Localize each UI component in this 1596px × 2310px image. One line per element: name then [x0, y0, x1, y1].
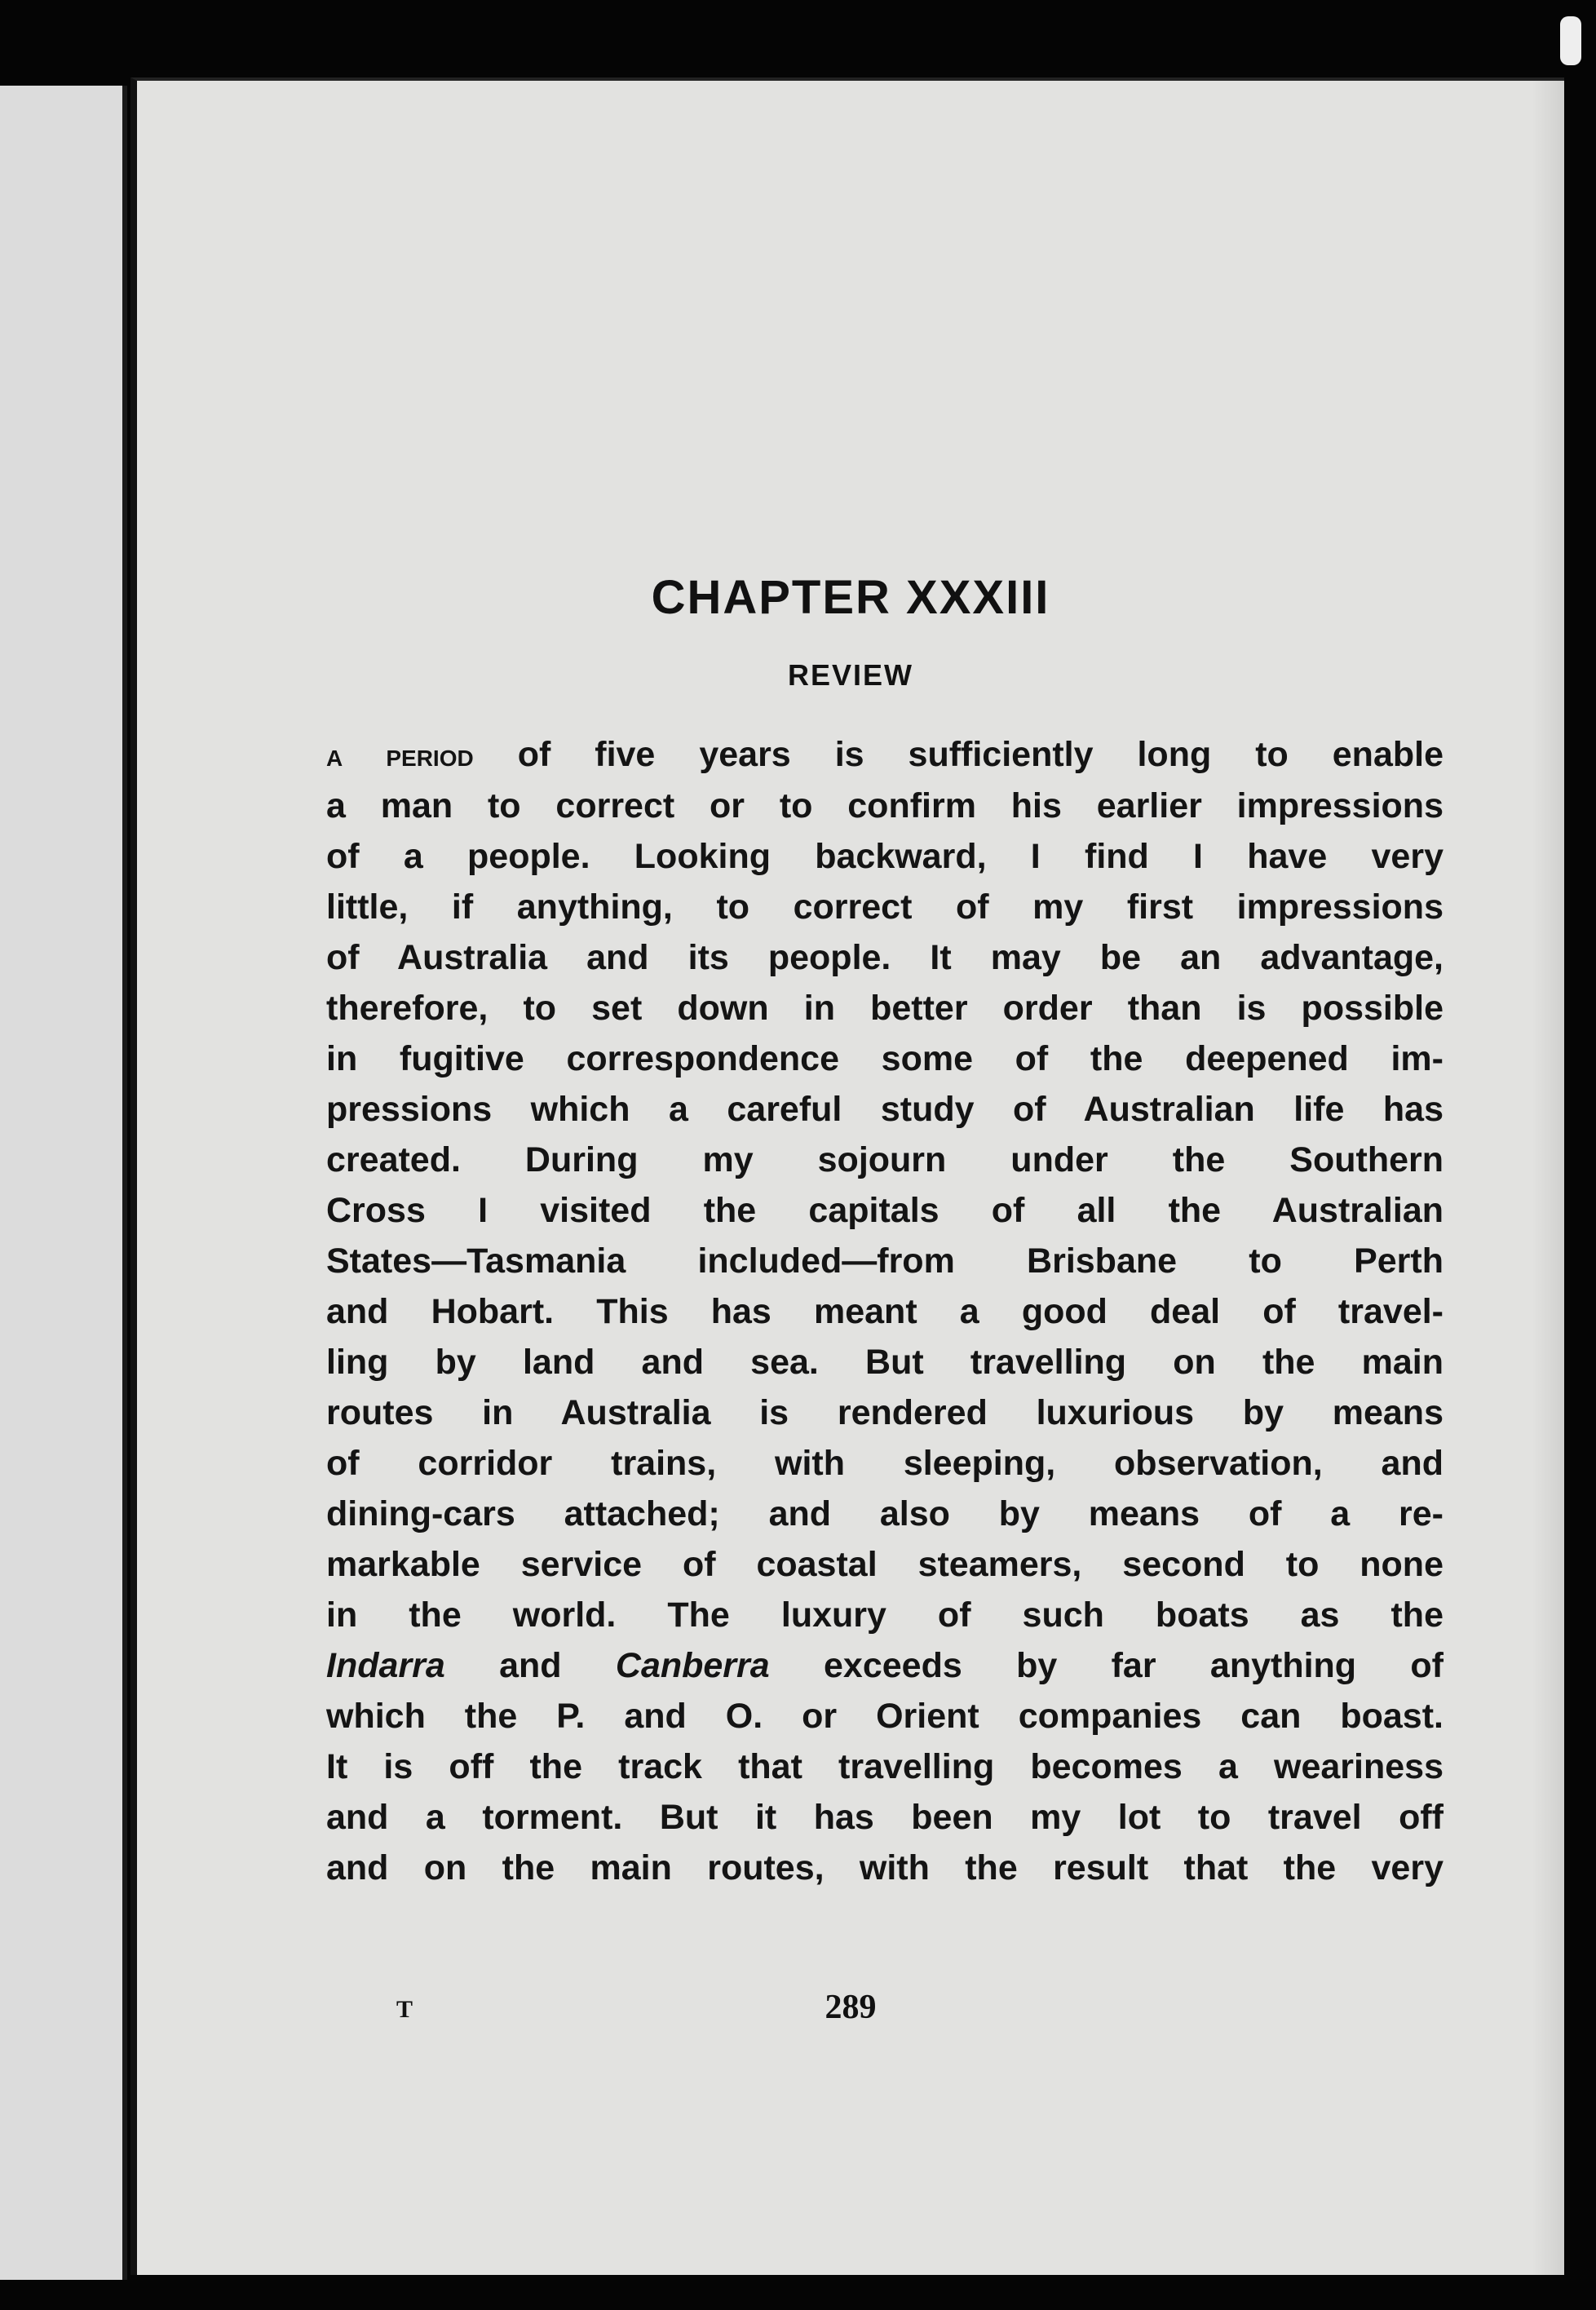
body-line-21: It is off the track that travelling becomes a weariness — [326, 1747, 1443, 1786]
body-line-6: therefore, to set down in better order than is possible — [326, 989, 1443, 1028]
body-line-18: in the world. The luxury of such boats as the — [326, 1595, 1443, 1635]
body-text — [326, 729, 1443, 1893]
body-line-19-rest: exceeds by far anything of — [769, 1646, 1443, 1685]
body-line-4: little, if anything, to correct of my first impressions — [326, 887, 1443, 927]
signature-mark: T — [396, 1996, 413, 2023]
body-line-20: which the P. and O. or Orient companies can boast. — [326, 1697, 1443, 1736]
body-line-13: ling by land and sea. But travelling on the main — [326, 1343, 1443, 1382]
page-number: 289 — [825, 1989, 877, 2026]
body-line-19 — [326, 1640, 1443, 1691]
body-line-2: a man to correct or to confirm his earlier impressions — [326, 786, 1443, 825]
ship-name-canberra: Canberra — [615, 1646, 770, 1685]
body-line-23: and on the main routes, with the result that the very — [326, 1848, 1443, 1887]
scan-corner-mark — [1560, 16, 1581, 65]
body-line-17: markable service of coastal steamers, second to none — [326, 1545, 1443, 1584]
body-line-15: of corridor trains, with sleeping, observation, and — [326, 1444, 1443, 1483]
body-line-16: dining-cars attached; and also by means of a re- — [326, 1494, 1443, 1533]
body-line-12: and Hobart. This has meant a good deal of travel- — [326, 1292, 1443, 1331]
body-line-1-text: of five years is sufficiently long to enable — [473, 735, 1443, 774]
left-page-edge — [0, 86, 127, 2280]
body-line-22: and a torment. But it has been my lot to travel off — [326, 1798, 1443, 1837]
book-page — [130, 77, 1564, 2275]
page-shadow — [1532, 81, 1564, 2275]
lead-smallcaps: a period — [326, 737, 474, 773]
body-line-11: States—Tasmania included—from Brisbane to Perth — [326, 1241, 1443, 1281]
body-line-3: of a people. Looking backward, I find I have very — [326, 837, 1443, 876]
ship-name-indarra: Indarra — [326, 1646, 445, 1685]
body-line-7: in fugitive correspondence some of the deepened im- — [326, 1039, 1443, 1078]
body-line-14: routes in Australia is rendered luxurious by means — [326, 1393, 1443, 1432]
body-line-9: created. During my sojourn under the Southern — [326, 1140, 1443, 1179]
body-line-19-mid: and — [444, 1646, 616, 1685]
body-line-1 — [326, 729, 1443, 781]
body-line-10: Cross I visited the capitals of all the Australian — [326, 1191, 1443, 1230]
chapter-title: CHAPTER XXXIII — [651, 571, 1050, 624]
section-title: REVIEW — [787, 658, 913, 692]
body-line-5: of Australia and its people. It may be an advantage, — [326, 938, 1443, 977]
body-line-8: pressions which a careful study of Australian life has — [326, 1090, 1443, 1129]
